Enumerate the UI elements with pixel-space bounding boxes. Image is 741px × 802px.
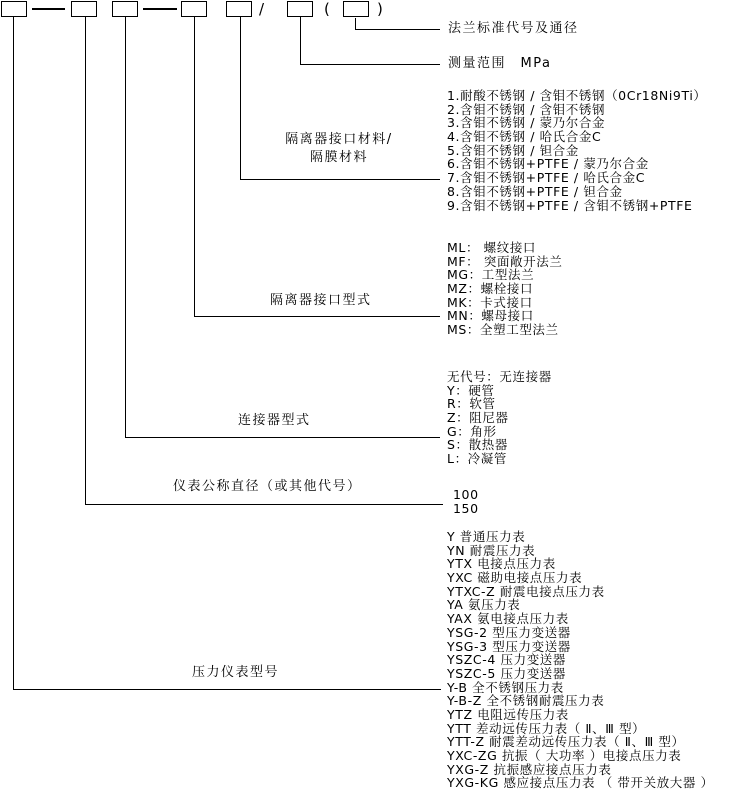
list-item: YXG-KG 感应接点压力表 （ 带开关放大器 ） (447, 775, 714, 791)
list-item: YSG-3 型压力变送器 (447, 638, 571, 654)
connector-line (240, 179, 440, 180)
diameter-options-list (453, 488, 479, 515)
code-box-connector-type (112, 1, 138, 17)
code-box-gauge-model (1, 1, 27, 17)
dash-separator (143, 8, 177, 10)
list-item: Z：阻尼器 (447, 410, 509, 426)
gauge-model-list (447, 530, 714, 790)
list-item: Y 普通压力表 (447, 529, 526, 544)
list-item: ML： 螺纹接口 (447, 240, 537, 255)
list-item: YTT 差动远传压力表（ Ⅱ、Ⅲ 型） (447, 720, 646, 736)
list-item: YAX 氨电接点压力表 (447, 611, 569, 627)
list-item: 3.含钼不锈钢 / 蒙乃尔合金 (447, 115, 606, 131)
list-item: YN 耐震压力表 (447, 542, 536, 558)
connector-line (194, 17, 195, 316)
branch-label-line: 隔膜材料 (309, 150, 368, 165)
list-item: 6.含钼不锈钢+PTFE / 蒙乃尔合金 (447, 156, 649, 172)
connector-line (13, 17, 14, 689)
branch-label-gauge-model: 压力仪表型号 (192, 665, 280, 680)
list-item: 5.含钼不锈钢 / 钽合金 (447, 142, 579, 158)
connector-line (355, 18, 356, 29)
connector-line (355, 29, 440, 30)
list-item: YXC-ZG 抗振（ 大功率 ）电接点压力表 (447, 748, 682, 763)
connector-line (85, 17, 86, 504)
connector-line (194, 316, 440, 317)
list-item: YXC 磁助电接点压力表 (447, 570, 583, 586)
branch-label-nominal-diameter: 仪表公称直径（或其他代号） (173, 479, 362, 494)
list-item: 8.含钼不锈钢+PTFE / 钽合金 (447, 183, 623, 199)
connector-line (125, 17, 126, 437)
list-item: YSZC-4 压力变送器 (447, 652, 566, 668)
list-item: MK：卡式接口 (447, 294, 533, 310)
list-item: 1.耐酸不锈钢 / 含钼不锈钢（0Cr18Ni9Ti） (447, 88, 707, 103)
list-item: MN：螺母接口 (447, 308, 534, 324)
dash-separator (32, 8, 65, 10)
list-item: 4.含钼不锈钢 / 哈氏合金C (447, 129, 602, 145)
isolator-interface-type-list (447, 241, 562, 337)
list-item: 100 (453, 487, 479, 502)
list-item: YA 氨压力表 (447, 597, 521, 613)
list-item: YTX 电接点压力表 (447, 556, 556, 572)
list-item: MG：工型法兰 (447, 267, 535, 283)
list-item: 2.含钼不锈钢 / 含钼不锈钢 (447, 101, 606, 117)
list-item: Y：硬管 (447, 382, 495, 398)
list-item: S：散热器 (447, 437, 508, 453)
connector-line (13, 689, 441, 690)
branch-label-isolator-material (264, 131, 414, 167)
list-item: MS：全塑工型法兰 (447, 322, 559, 338)
list-item: Y-B-Z 全不锈钢耐震压力表 (447, 693, 605, 709)
list-item: R：软管 (447, 396, 496, 412)
list-item: YTT-Z 耐震差动远传压力表（ Ⅱ、Ⅲ 型） (447, 734, 685, 750)
list-item: YTZ 电阻远传压力表 (447, 706, 569, 722)
list-item: 7.含钼不锈钢+PTFE / 哈氏合金C (447, 170, 646, 186)
connector-line (240, 17, 241, 179)
list-item: MF： 突面敞开法兰 (447, 253, 563, 269)
list-item: YSZC-5 压力变送器 (447, 665, 566, 681)
connector-type-list (447, 370, 552, 466)
code-box-measuring-range (287, 1, 313, 17)
connector-line (300, 64, 440, 65)
slash-separator: / (259, 0, 265, 18)
list-item: Y-B 全不锈钢压力表 (447, 679, 564, 695)
list-item: MZ：螺栓接口 (447, 281, 534, 297)
list-item: L：冷凝管 (447, 451, 507, 467)
branch-label-flange-code: 法兰标准代号及通径 (448, 21, 579, 36)
code-box-material (226, 1, 252, 17)
connector-line (85, 504, 443, 505)
paren-close: ) (377, 0, 383, 18)
branch-label-measuring-range: 测量范围 MPa (448, 56, 552, 71)
branch-label-line: 隔离器接口材料/ (285, 132, 393, 147)
list-item: 9.含钼不锈钢+PTFE / 含钼不锈钢+PTFE (447, 197, 693, 213)
connector-line (125, 437, 440, 438)
connector-line (300, 17, 301, 64)
list-item: 无代号：无连接器 (447, 369, 552, 384)
code-box-nominal-diameter (71, 1, 97, 17)
list-item: YSG-2 型压力变送器 (447, 624, 571, 640)
code-box-flange (343, 1, 369, 17)
list-item: YTXC-Z 耐震电接点压力表 (447, 583, 605, 599)
branch-label-isolator-interface-type: 隔离器接口型式 (270, 293, 372, 308)
code-box-isolator-interface (181, 1, 207, 17)
material-options-list (447, 89, 707, 212)
list-item: 150 (453, 500, 479, 516)
list-item: G：角形 (447, 423, 497, 439)
list-item: YXG-Z 抗振感应接点压力表 (447, 761, 612, 777)
paren-open: ( (324, 0, 330, 18)
branch-label-connector-type: 连接器型式 (238, 413, 311, 428)
